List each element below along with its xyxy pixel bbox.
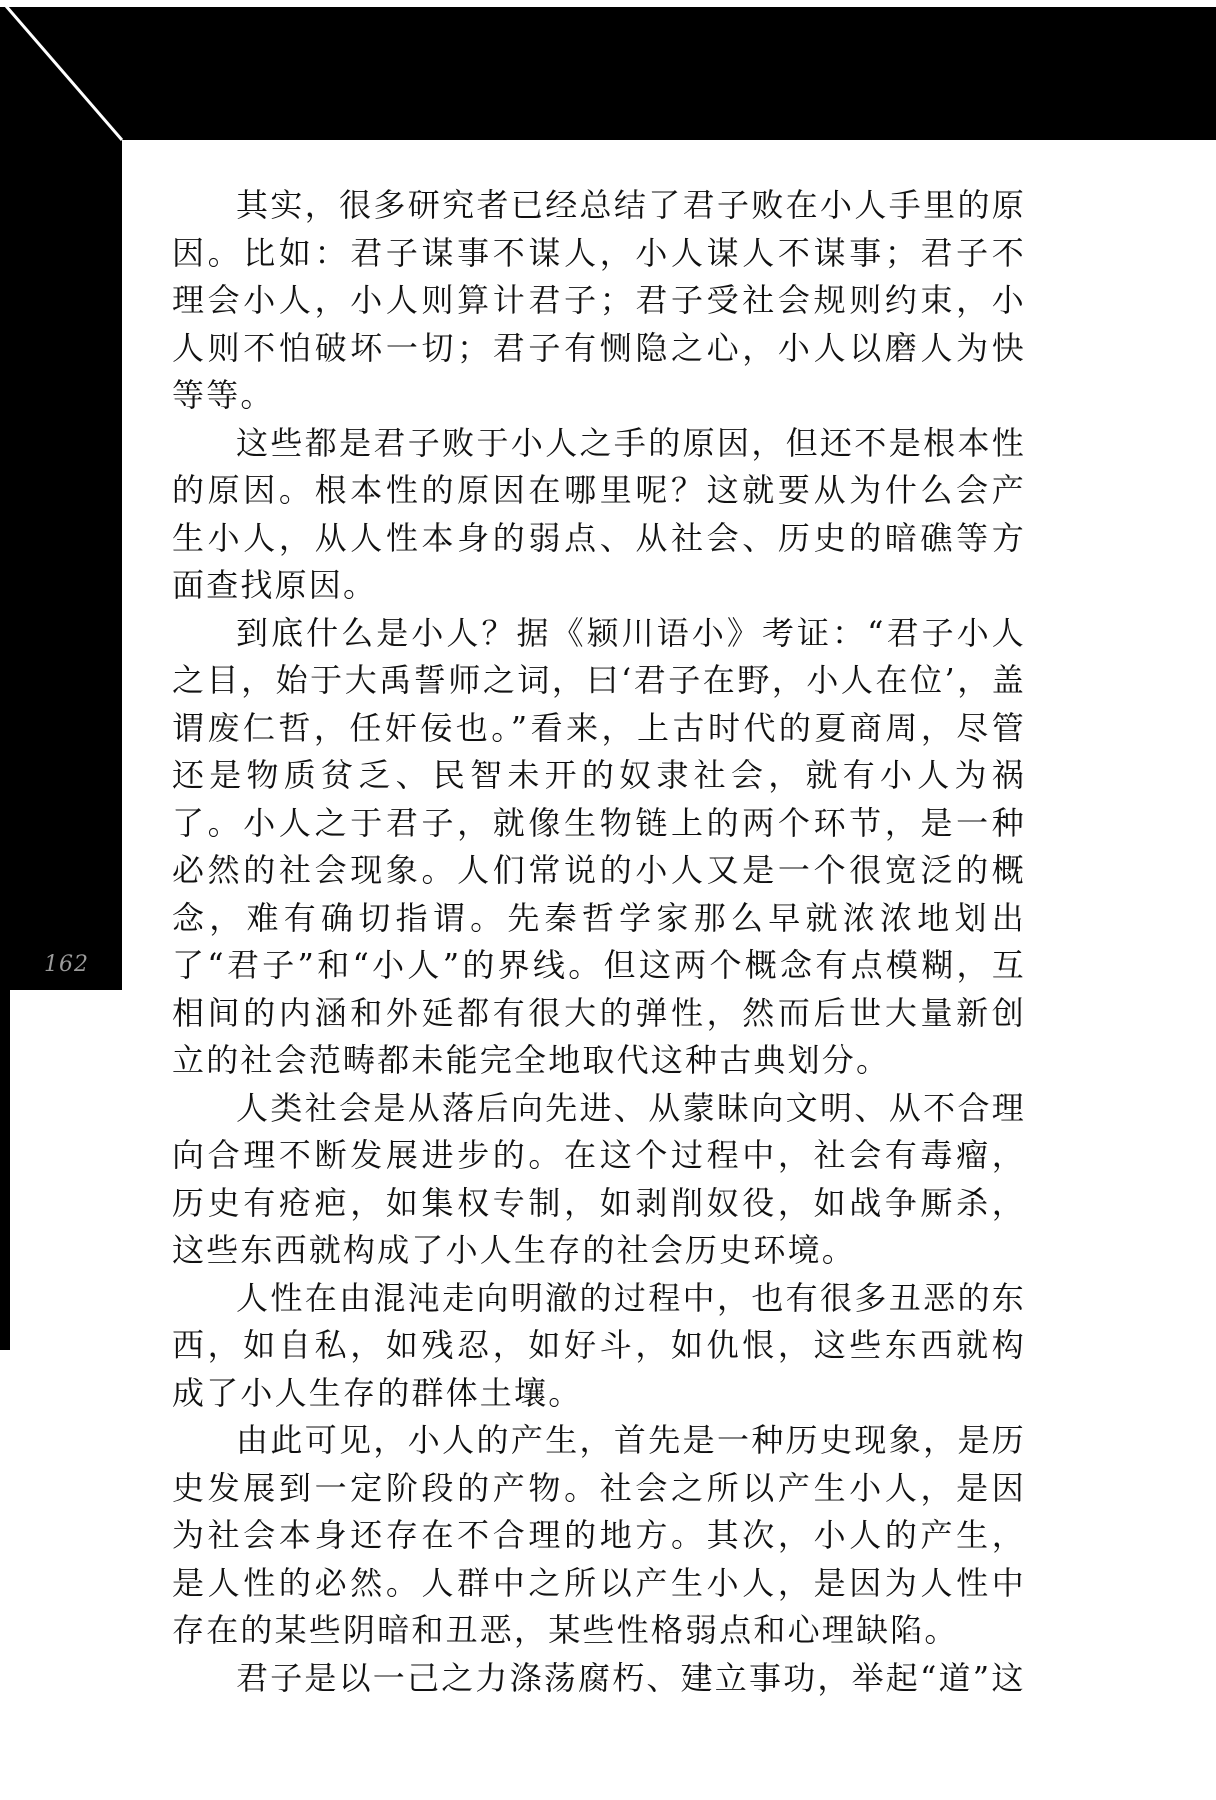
scan-corner-fold — [0, 0, 1216, 200]
paragraph-1: 其实，很多研究者已经总结了君子败在小人手里的原因。比如：君子谋事不谋人，小人谋人不谋事；君子不理会小人，小人则算计君子；君子受社会规则约束，小人则不怕破坏一切；君子有恻隐之心，小人以磨人为快等等。 — [172, 186, 1026, 414]
paragraph-6: 由此可见，小人的产生，首先是一种历史现象，是历史发展到一定阶段的产物。社会之所以产生小人，是因为社会本身还存在不合理的地方。其次，小人的产生，是人性的必然。人群中之所以产生小人，是因为人性中存在的某些阴暗和丑恶，某些性格弱点和心理缺陷。 — [172, 1421, 1026, 1649]
scan-left-border-tail — [0, 990, 10, 1350]
paragraph-5: 人性在由混沌走向明澈的过程中，也有很多丑恶的东西，如自私，如残忍，如好斗，如仇恨，这些东西就构成了小人生存的群体土壤。 — [172, 1278, 1026, 1412]
paragraph-3: 到底什么是小人？据《颍川语小》考证：“君子小人之目，始于大禹誓师之词，曰‘君子在野，小人在位’，盖谓废仁哲，任奸佞也。”看来，上古时代的夏商周，尽管还是物质贫乏、民智未开的奴隶社会，就有小人为祸了。小人之于君子，就像生物链上的两个环节，是一种必然的社会现象。人们常说的小人又是一个很宽泛的概念，难有确切指谓。先秦哲学家那么早就浓浓地划出了“君子”和“小人”的界线。但这两个概念有点模糊，互相间的内涵和外延都有很大的弹性，然而后世大量新创立的社会范畴都未能完全地取代这种古典划分。 — [172, 613, 1026, 1079]
paragraph-7: 君子是以一己之力涤荡腐朽、建立事功，举起“道”这 — [236, 1658, 1026, 1697]
page-number: 162 — [44, 952, 89, 977]
paragraph-2: 这些都是君子败于小人之手的原因，但还不是根本性的原因。根本性的原因在哪里呢？这就要从为什么会产生小人，从人性本身的弱点、从社会、历史的暗礁等方面查找原因。 — [172, 423, 1026, 604]
paragraph-4: 人类社会是从落后向先进、从蒙昧向文明、从不合理向合理不断发展进步的。在这个过程中，社会有毒瘤，历史有疮疤，如集权专制，如剥削奴役，如战争厮杀，这些东西就构成了小人生存的社会历史环境。 — [172, 1088, 1026, 1269]
body-text — [172, 182, 1026, 1702]
